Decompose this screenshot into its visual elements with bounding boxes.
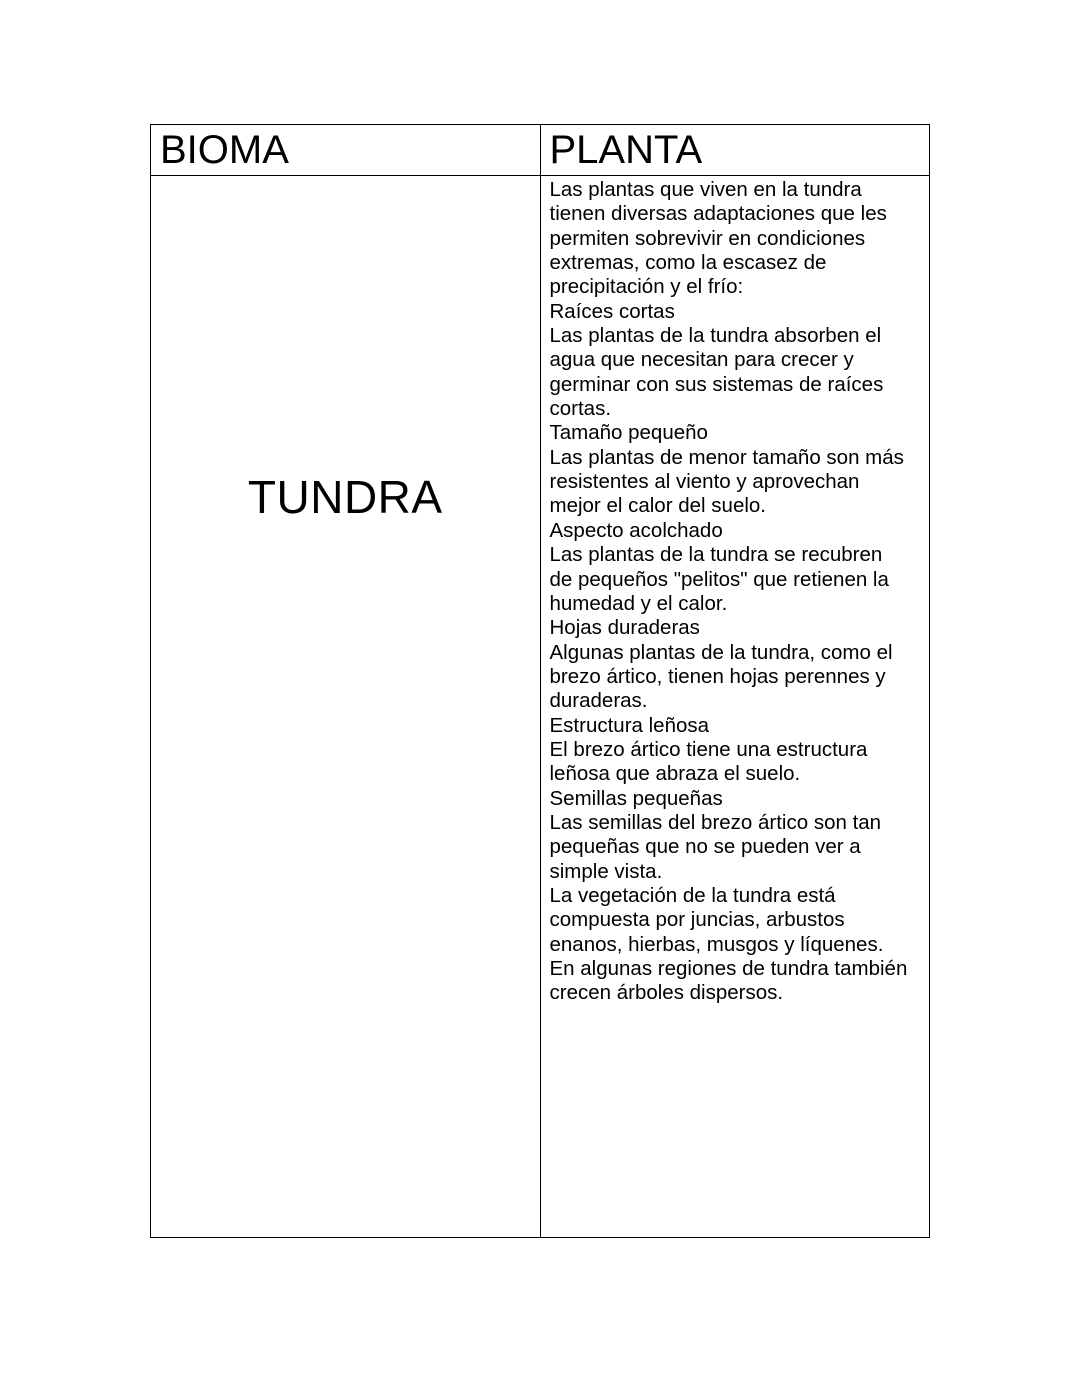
plant-text-line: Las plantas de menor tamaño son más: [549, 445, 904, 469]
table-row: [151, 176, 930, 1238]
plant-text-line: Semillas pequeñas: [549, 786, 723, 810]
plant-text-line: compuesta por juncias, arbustos: [549, 908, 845, 932]
plant-text-line: crecen árboles dispersos.: [549, 981, 784, 1005]
plant-text-line: Las semillas del brezo ártico son tan: [549, 810, 882, 834]
plant-text-line: resistentes al viento y aprovechan: [549, 470, 860, 494]
plant-text-line: Las plantas de la tundra se recubren: [549, 543, 883, 567]
plant-text-line: extremas, como la escasez de: [549, 251, 827, 275]
biome-cell: [151, 176, 541, 1238]
plant-description: [550, 178, 924, 1006]
plant-text-line: de pequeños "pelitos" que retienen la: [549, 567, 889, 591]
plant-text-line: permiten sobrevivir en condiciones: [549, 226, 866, 250]
plant-text-line: Raíces cortas: [549, 299, 675, 323]
plant-text-line: duraderas.: [549, 689, 648, 713]
plant-text-line: Las plantas que viven en la tundra: [549, 178, 862, 201]
plant-cell: [540, 176, 930, 1238]
plant-text-line: humedad y el calor.: [549, 591, 728, 615]
plant-text-line: Tamaño pequeño: [549, 421, 708, 445]
plant-text-line: enanos, hierbas, musgos y líquenes.: [549, 932, 884, 956]
table-header-row: [151, 125, 930, 176]
plant-text-line: Aspecto acolchado: [549, 518, 723, 542]
plant-text-line: brezo ártico, tienen hojas perennes y: [549, 664, 886, 688]
plant-text-line: La vegetación de la tundra está: [549, 883, 836, 907]
plant-text-line: pequeñas que no se pueden ver a: [549, 835, 861, 859]
plant-text-line: En algunas regiones de tundra también: [549, 957, 908, 980]
plant-text-line: precipitación y el frío:: [549, 275, 744, 299]
plant-text-line: cortas.: [549, 397, 612, 421]
header-biome: BIOMA: [151, 125, 541, 176]
plant-text-line: Estructura leñosa: [549, 713, 710, 737]
biome-plant-table: [150, 124, 930, 1238]
plant-text-line: mejor el calor del suelo.: [549, 494, 766, 518]
plant-text-line: leñosa que abraza el suelo.: [549, 762, 801, 786]
plant-text-line: Hojas duraderas: [549, 616, 700, 640]
biome-name: TUNDRA: [247, 471, 443, 523]
plant-text-line: agua que necesitan para crecer y: [549, 348, 854, 372]
plant-text-line: germinar con sus sistemas de raíces: [549, 372, 884, 396]
plant-text-line: simple vista.: [549, 859, 663, 883]
plant-text-line: El brezo ártico tiene una estructura: [549, 737, 868, 761]
header-plant: PLANTA: [540, 125, 930, 176]
plant-text-line: tienen diversas adaptaciones que les: [549, 202, 887, 226]
plant-text-line: Algunas plantas de la tundra, como el: [549, 640, 893, 664]
plant-text-line: Las plantas de la tundra absorben el: [549, 324, 882, 348]
